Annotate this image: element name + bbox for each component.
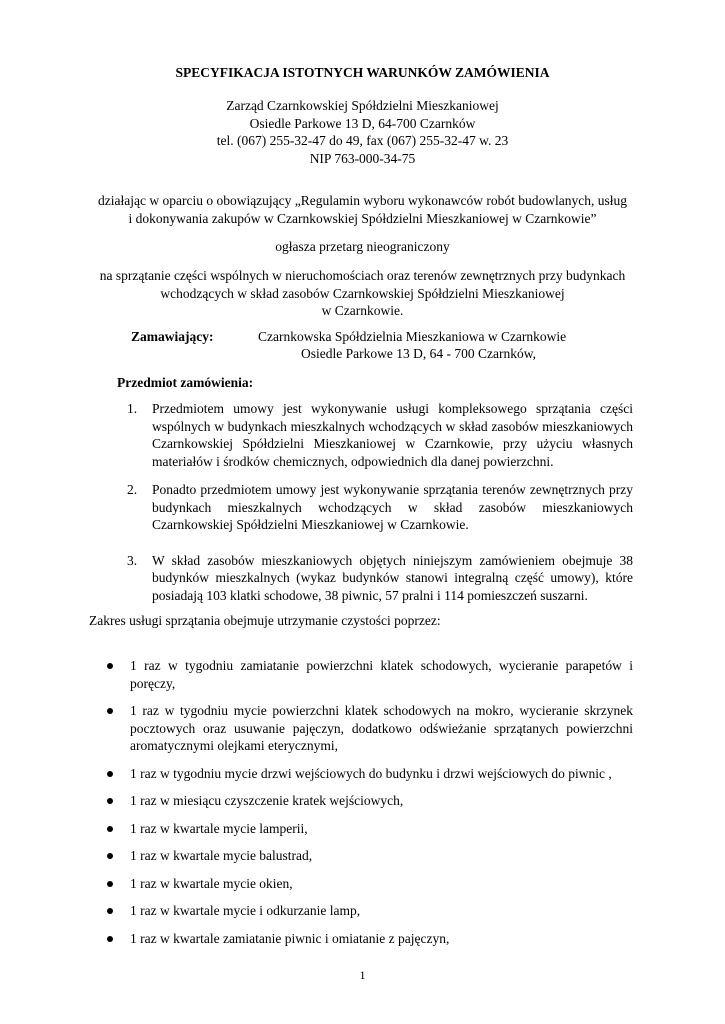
contracting-address: Osiedle Parkowe 13 D, 64 - 700 Czarnków, [301,346,536,361]
subject-heading: Przedmiot zamówienia: [117,375,254,390]
document-title: SPECYFIKACJA ISTOTNYCH WARUNKÓW ZAMÓWIENIA [175,65,550,80]
scope-intro: Zakres usługi sprzątania obejmuje utrzymanie czystości poprzez: [89,613,441,628]
bullet-icon [107,881,113,887]
bullet-list [107,657,633,957]
bullet-text: 1 raz w kwartale zamiatanie piwnic i omiatanie z pajęczyn, [130,930,450,946]
bullet-text: 1 raz w tygodniu mycie drzwi wejściowych do budynku i drzwi wejściowych do piwnic , [130,765,612,781]
page-number: 1 [359,968,366,982]
list-item-number: 2. [127,482,138,497]
bullet-item [107,657,633,692]
contracting-name: Czarnkowska Spółdzielnia Mieszkaniowa w Czarnkowie [258,329,567,344]
bullet-text: 1 raz w miesiącu czyszczenie kratek wejściowych, [130,793,404,808]
organization-name: Zarząd Czarnkowskiej Spółdzielni Mieszkaniowej [226,98,499,113]
bullet-item [107,702,633,755]
bullet-text: 1 raz w kwartale mycie okien, [130,875,293,891]
bullet-icon [107,853,113,859]
bullet-item [107,847,633,865]
organization-address: Osiedle Parkowe 13 D, 64-700 Czarnków [249,115,476,131]
bullet-icon [107,908,113,914]
subject-line-1: na sprzątanie części wspólnych w nieruchomościach oraz terenów zewnętrznych przy budynkach [99,268,626,283]
list-item-text: Ponadto przedmiotem umowy jest wykonywanie sprzątania terenów zewnętrznych przy budynkach mieszkalnych wchodzących w skład zasobów mieszkaniowych Czarnkowskiej Spółdzielni Mieszkaniowej w Czarnkowie. [152,482,633,532]
bullet-icon [107,771,113,777]
bullet-item [107,820,633,838]
bullet-text: 1 raz w kwartale mycie i odkurzanie lamp, [130,903,361,918]
bullet-item [107,792,633,810]
intro-line-1: działając w oparciu o obowiązujący „Regulamin wyboru wykonawców robót budowlanych, usług [98,193,627,208]
announcement: ogłasza przetarg nieograniczony [275,239,450,254]
subject-line-2: wchodzących w skład zasobów Czarnkowskiej Spółdzielni Mieszkaniowej [160,285,565,301]
subject-line-3: w Czarnkowie. [321,303,404,318]
bullet-text: 1 raz w tygodniu zamiatanie powierzchni klatek schodowych, wycieranie parapetów i poręczy, [130,658,633,691]
bullet-item [107,930,633,948]
bullet-item [107,875,633,893]
bullet-icon [107,798,113,804]
organization-phone: tel. (067) 255-32-47 do 49, fax (067) 255-32-47 w. 23 [216,133,509,148]
organization-block [0,97,725,167]
intro-line-2: i dokonywania zakupów w Czarnkowskiej Spółdzielni Mieszkaniowej w Czarnkowie” [128,210,597,226]
list-item [127,400,633,470]
list-item [127,481,633,534]
bullet-icon [107,826,113,832]
bullet-item [107,765,633,783]
list-item-text: Przedmiotem umowy jest wykonywanie usługi kompleksowego sprzątania części wspólnych w budynkach mieszkalnych wchodzących w skład zasobów mieszkaniowych Czarnkowskiej Spółdzielni Mieszkaniowej w Czarnkowie, przy użyciu własnych materiałów i środków chemicznych, odpowiednich dla danej powierzchni. [152,401,633,469]
bullet-icon [107,663,113,669]
list-item-number: 1. [127,401,138,416]
bullet-icon [107,708,113,714]
bullet-text: 1 raz w tygodniu mycie powierzchni klatek schodowych na mokro, wycieranie skrzynek pocztowych oraz usuwanie pajęczyn, dodatkowo odświeżanie sprzątanych powierzchni aromatycznymi olejkami eterycznymi, [130,703,633,753]
list-item-text: W skład zasobów mieszkaniowych objętych niniejszym zamówieniem obejmuje 38 budynków mieszkalnych (wykaz budynków stanowi integralną część umowy), które posiadają 103 klatki schodowe, 38 piwnic, 57 pralni i 114 pomieszczeń suszarni. [152,552,633,603]
contracting-label: Zamawiający: [131,329,214,344]
organization-nip: NIP 763-000-34-75 [309,150,416,166]
list-item-number: 3. [127,552,138,568]
intro-paragraph [0,192,725,227]
bullet-text: 1 raz w kwartale mycie lamperii, [130,820,308,836]
bullet-text: 1 raz w kwartale mycie balustrad, [130,848,313,863]
subject-paragraph [0,267,725,320]
bullet-item [107,902,633,920]
list-item [127,552,633,605]
numbered-list [127,400,633,604]
bullet-icon [107,936,113,942]
